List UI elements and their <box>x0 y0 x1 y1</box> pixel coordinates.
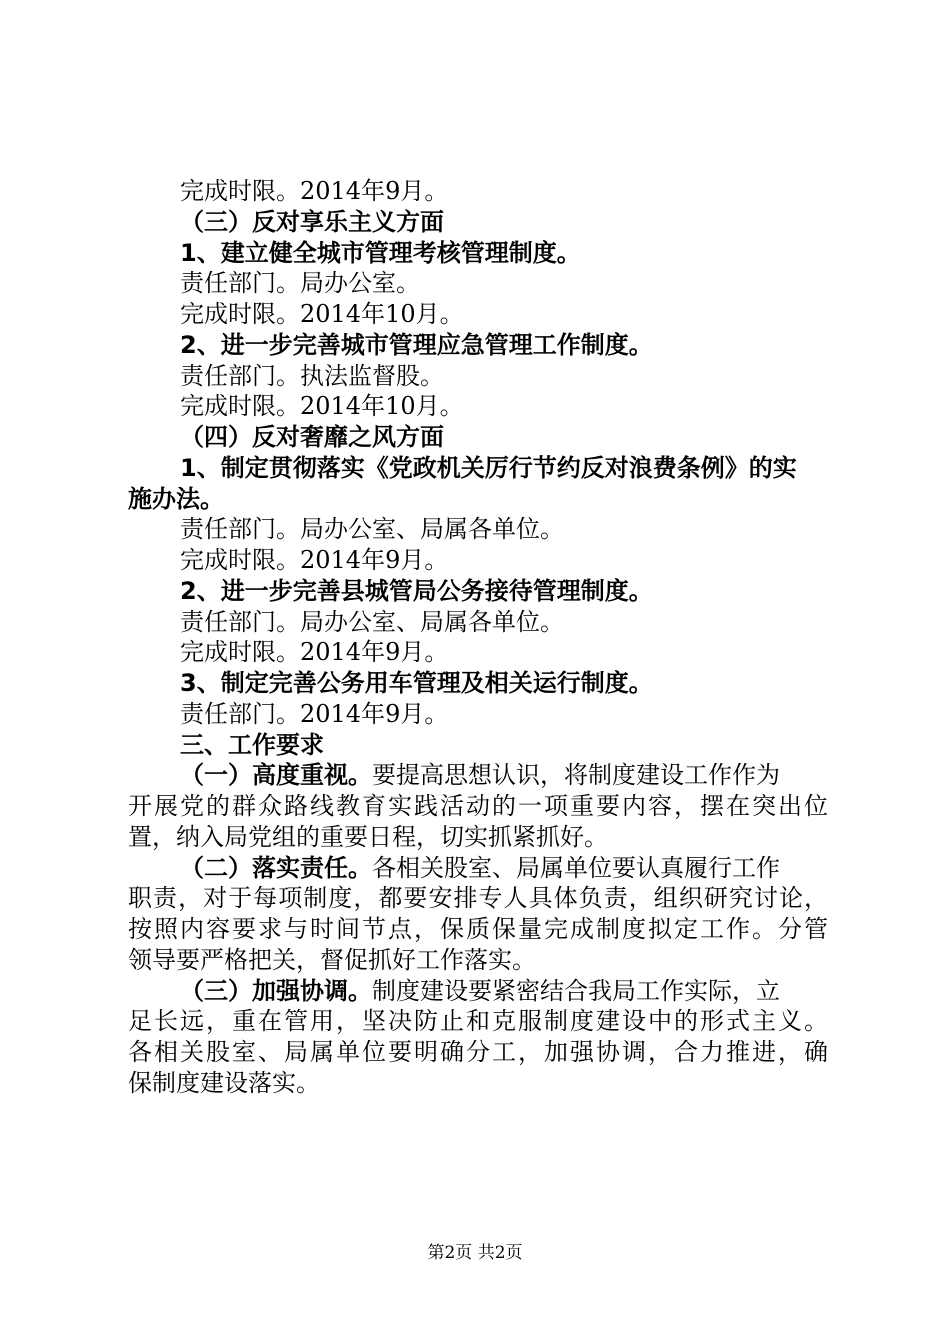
item-heading: 2、进一步完善县城管局公务接待管理制度。 <box>180 577 653 605</box>
paragraph-line: 保制度建设落实。 <box>128 1069 320 1097</box>
page-footer: 第2页 共2页 <box>427 1243 523 1263</box>
paragraph-text: 制度建设要紧密结合我局工作实际，立 <box>372 977 780 1005</box>
responsible-line: 责任部门。执法监督股。 <box>180 362 444 390</box>
responsible-line: 责任部门。局办公室、局属各单位。 <box>180 515 564 543</box>
section-heading: 三、工作要求 <box>180 731 324 759</box>
item-heading: 3、制定完善公务用车管理及相关运行制度。 <box>180 669 653 697</box>
paragraph-line: 领导要严格把关，督促抓好工作落实。 <box>128 946 536 974</box>
item-heading: 2、进一步完善城市管理应急管理工作制度。 <box>180 331 653 359</box>
paragraph-text: 各相关股室、局属单位要认真履行工作 <box>372 854 780 882</box>
responsible-line: 责任部门。2014年9月。 <box>180 700 449 728</box>
deadline-line: 完成时限。2014年9月。 <box>180 638 449 666</box>
deadline-line: 完成时限。2014年10月。 <box>180 300 464 328</box>
responsible-line: 责任部门。局办公室。 <box>180 269 420 297</box>
paragraph-heading: （三）加强协调。 <box>180 977 372 1005</box>
paragraph-line: 置，纳入局党组的重要日程，切实抓紧抓好。 <box>128 823 608 851</box>
section-heading: （四）反对奢靡之风方面 <box>180 423 444 451</box>
paragraph-line <box>180 760 828 790</box>
item-heading: 1、建立健全城市管理考核管理制度。 <box>180 239 581 267</box>
paragraph-line: 各相关股室、局属单位要明确分工，加强协调，合力推进，确 <box>128 1038 828 1066</box>
paragraph-heading: （一）高度重视。 <box>180 761 372 789</box>
deadline-line: 完成时限。2014年9月。 <box>180 546 449 574</box>
item-heading: 1、制定贯彻落实《党政机关厉行节约反对浪费条例》的实 <box>180 454 797 482</box>
paragraph-line: 按照内容要求与时间节点，保质保量完成制度拟定工作。分管 <box>128 915 828 943</box>
paragraph-line: 开展党的群众路线教育实践活动的一项重要内容，摆在突出位 <box>128 792 828 820</box>
paragraph-line <box>180 976 828 1006</box>
paragraph-line: 足长远，重在管用，坚决防止和克服制度建设中的形式主义。 <box>128 1007 828 1035</box>
deadline-line: 完成时限。2014年10月。 <box>180 392 464 420</box>
deadline-line: 完成时限。2014年9月。 <box>180 177 449 205</box>
section-heading: （三）反对享乐主义方面 <box>180 208 444 236</box>
paragraph-heading: （二）落实责任。 <box>180 854 372 882</box>
paragraph-line: 职责，对于每项制度，都要安排专人具体负责，组织研究讨论， <box>128 884 828 912</box>
paragraph-line <box>180 853 828 883</box>
responsible-line: 责任部门。局办公室、局属各单位。 <box>180 608 564 636</box>
item-heading-continued: 施办法。 <box>128 485 224 513</box>
paragraph-text: 要提高思想认识，将制度建设工作作为 <box>372 761 780 789</box>
